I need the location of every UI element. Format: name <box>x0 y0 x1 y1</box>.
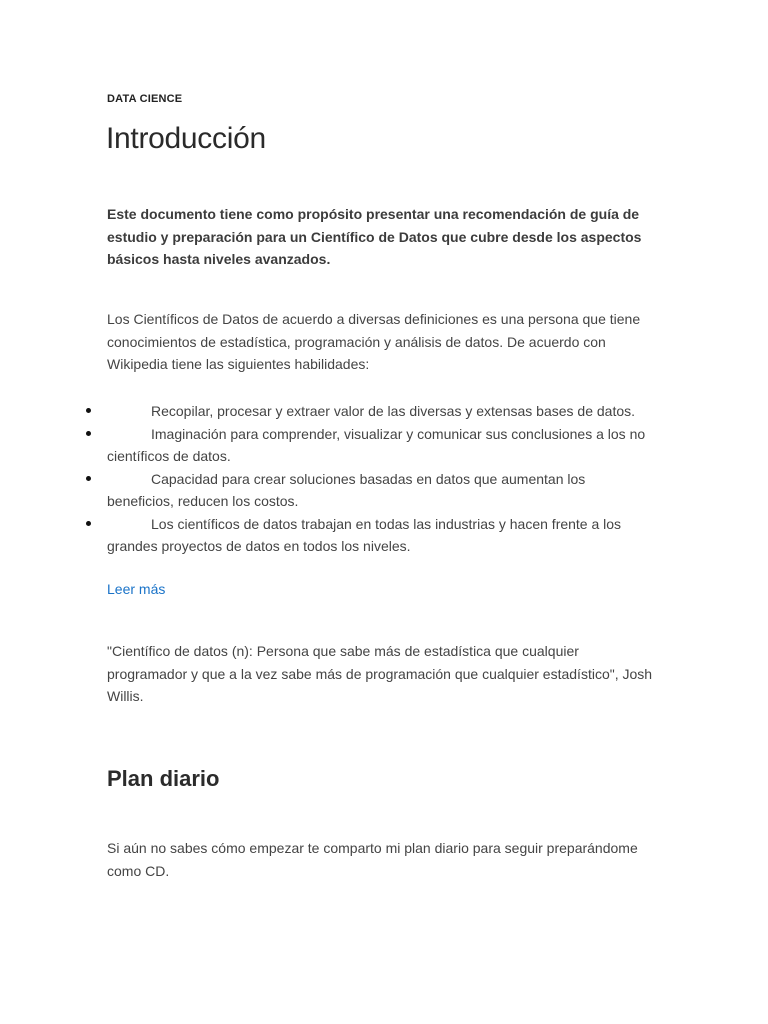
quote-paragraph: "Científico de datos (n): Persona que sabe más de estadística que cualquier programador y que a la vez sabe más de programación que cualquier estadístico", Josh Willis. <box>107 643 653 704</box>
plan-paragraph: Si aún no sabes cómo empezar te comparto mi plan diario para seguir preparándome como CD. <box>107 840 638 879</box>
list-item <box>107 468 655 513</box>
list-item-text: Los científicos de datos trabajan en todas las industrias y hacen frente a los grandes proyectos de datos en todos los niveles. <box>107 515 622 554</box>
document-header-label: DATA CIENCE <box>107 93 183 105</box>
bullet-icon <box>86 431 91 436</box>
definition-paragraph: Los Científicos de Datos de acuerdo a diversas definiciones es una persona que tiene conocimientos de estadística, programación y análisis de datos. De acuerdo con Wikipedia tiene las siguientes habilidades: <box>107 311 641 372</box>
plan-section-title: Plan diario <box>107 766 220 791</box>
list-item-text: Recopilar, procesar y extraer valor de las diversas y extensas bases de datos. <box>151 403 636 419</box>
list-item <box>107 423 655 468</box>
bullet-icon <box>86 476 91 481</box>
list-item-text: Capacidad para crear soluciones basadas en datos que aumentan los beneficios, reducen los costos. <box>107 470 586 509</box>
read-more-link[interactable]: Leer más <box>107 581 166 597</box>
list-item <box>107 513 655 558</box>
list-item-text: Imaginación para comprender, visualizar y comunicar sus conclusiones a los no científicos de datos. <box>107 425 646 464</box>
intro-paragraph: Este documento tiene como propósito presentar una recomendación de guía de estudio y preparación para un Científico de Datos que cubre desde los aspectos básicos hasta niveles avanzados. <box>107 206 642 267</box>
list-item <box>107 400 655 423</box>
bullet-icon <box>86 408 91 413</box>
bullet-icon <box>86 521 91 526</box>
skills-list <box>107 400 655 558</box>
page-title: Introducción <box>106 122 266 155</box>
